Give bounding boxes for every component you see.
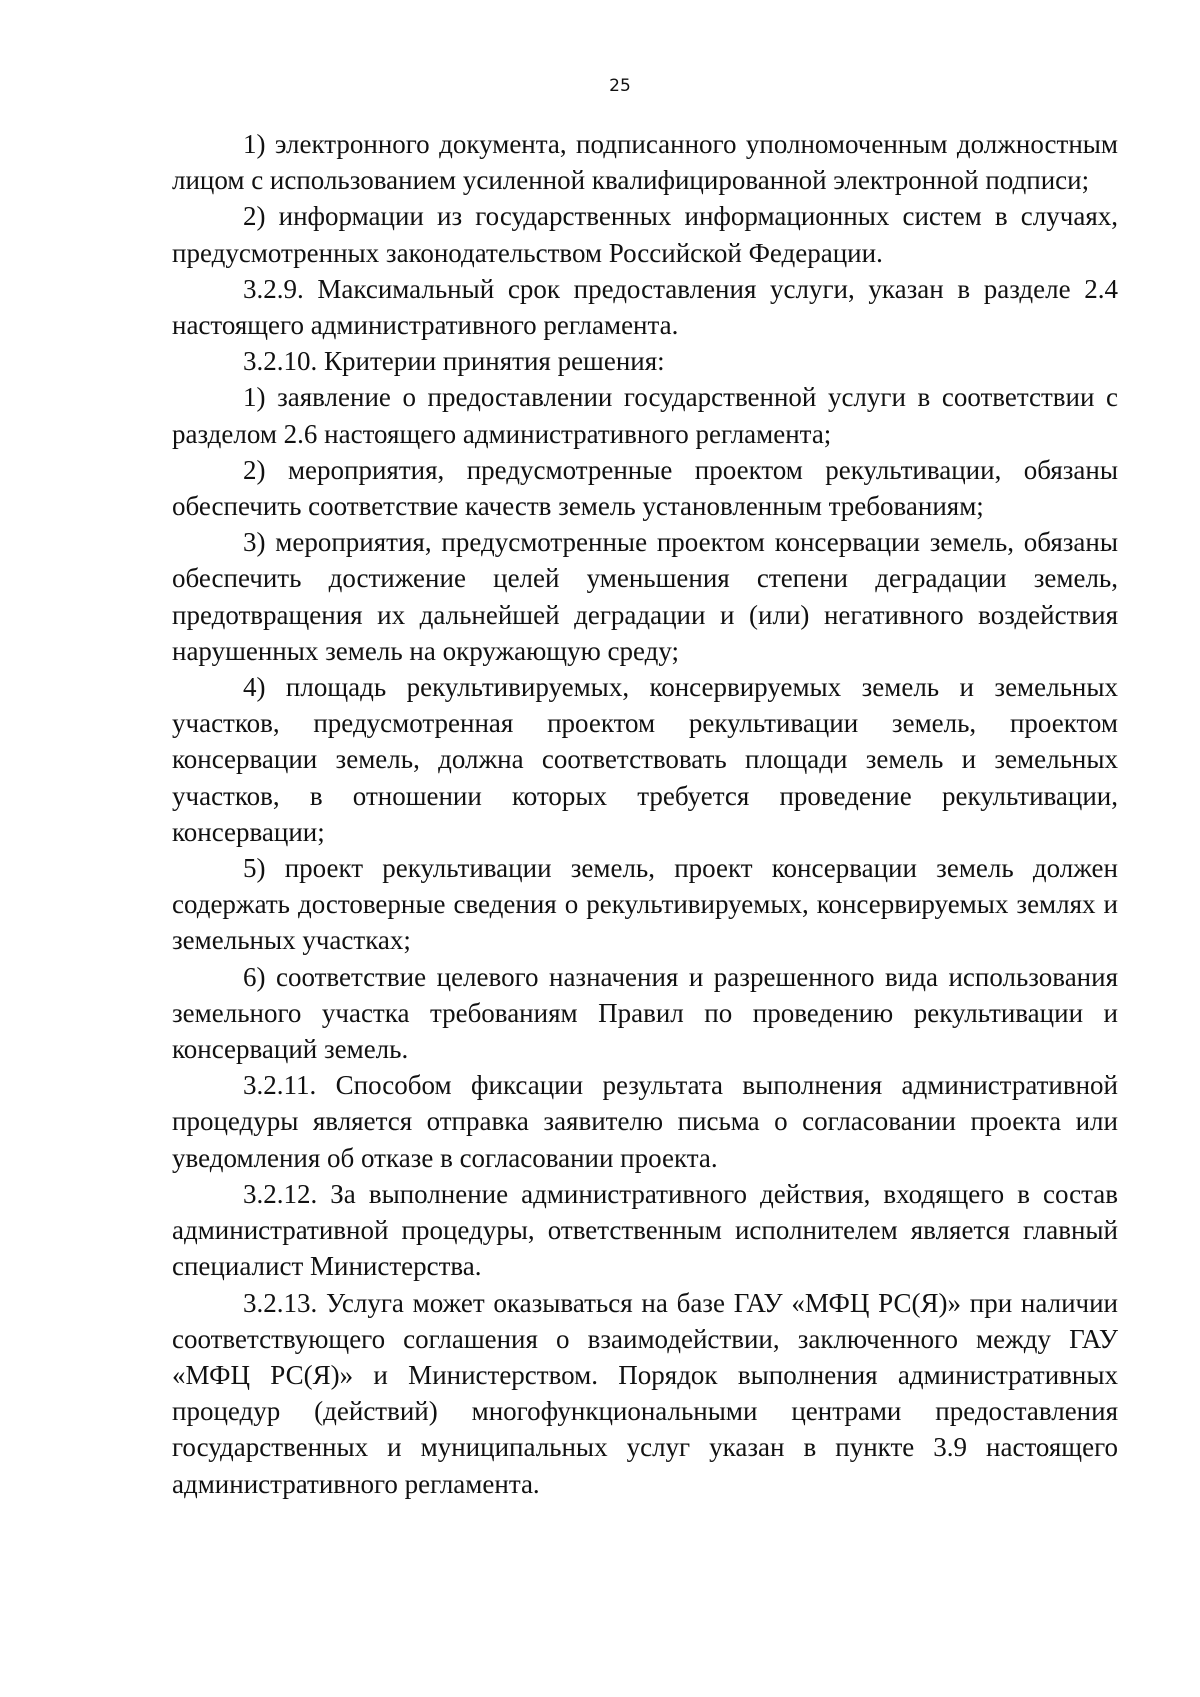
paragraph-7: 3) мероприятия, предусмотренные проектом консервации земель, обязаны обеспечить достижение целей уменьшения степени деградации земель, предотвращения их дальнейшей деградации и (или) негативного воздействия нарушенных земель на окружающую среду; [172,527,1118,666]
paragraph-3: 3.2.9. Максимальный срок предоставления услуги, указан в разделе 2.4 настоящего административного регламента. [172,273,1118,341]
paragraph-11: 3.2.11. Способом фиксации результата выполнения административной процедуры является отправка заявителю письма о согласовании проекта или уведомления об отказе в согласовании проекта. [172,1070,1118,1173]
paragraph-2: 2) информации из государственных информационных систем в случаях, предусмотренных законодательством Российской Федерации. [172,201,1118,268]
document-body [172,126,1118,1502]
paragraph-6: 2) мероприятия, предусмотренные проектом рекультивации, обязаны обеспечить соответствие качеств земель установленным требованиям; [172,454,1118,522]
paragraph-12: 3.2.12. За выполнение административного действия, входящего в состав административной процедуры, ответственным исполнителем является главный специалист Министерства. [172,1178,1118,1282]
paragraph-10: 6) соответствие целевого назначения и разрешенного вида использования земельного участка требованиям Правил по проведению рекультивации и консерваций земель. [172,961,1118,1065]
paragraph-1: 1) электронного документа, подписанного уполномоченным должностным лицом с использованием усиленной квалифицированной электронной подписи; [172,129,1118,196]
paragraph-13: 3.2.13. Услуга может оказываться на базе ГАУ «МФЦ РС(Я)» при наличии соответствующего соглашения о взаимодействии, заключенного между ГАУ «МФЦ РС(Я)» и Министерством. Порядок выполнения административных процедур (действий) многофункциональными центрами предоставления государственных и муниципальных услуг указан в пункте 3.9 настоящего административного регламента. [172,1287,1118,1499]
paragraph-9: 5) проект рекультивации земель, проект консервации земель должен содержать достоверные сведения о рекультивируемых, консервируемых землях и земельных участках; [172,853,1118,956]
paragraph-4: 3.2.10. Критерии принятия решения: [243,346,665,377]
paragraph-5: 1) заявление о предоставлении государственной услуги в соответствии с разделом 2.6 настоящего административного регламента; [172,382,1118,449]
paragraph-8: 4) площадь рекультивируемых, консервируемых земель и земельных участков, предусмотренная проектом рекультивации земель, проектом консервации земель, должна соответствовать площади земель и земельных участков, в отношении которых требуется проведение рекультивации, консервации; [172,672,1118,847]
page-number: 25 [609,76,631,96]
